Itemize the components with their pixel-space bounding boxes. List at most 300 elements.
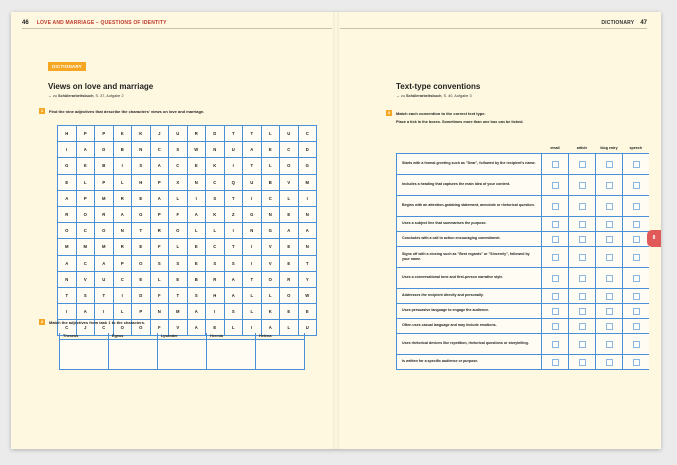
grid-letter[interactable]: D (298, 142, 317, 158)
grid-letter[interactable]: C (206, 174, 225, 190)
tick-cell (623, 196, 650, 217)
grid-letter[interactable]: I (187, 190, 206, 206)
tick-cell (569, 268, 596, 289)
tick-box[interactable] (633, 275, 640, 282)
grid-letter[interactable]: E (169, 271, 188, 287)
grid-letter[interactable]: E (280, 255, 299, 271)
grid-letter[interactable]: O (280, 287, 299, 303)
convention-text: Uses a subject line that summarises the purpose. (397, 217, 542, 232)
grid-letter[interactable]: R (150, 223, 169, 239)
convention-row (397, 334, 650, 355)
grid-letter[interactable]: R (206, 271, 225, 287)
tick-box[interactable] (579, 236, 586, 243)
tick-box[interactable] (606, 359, 613, 366)
grid-letter[interactable]: B (95, 158, 114, 174)
grid-letter[interactable]: O (132, 320, 151, 336)
convention-row (397, 247, 650, 268)
grid-letter[interactable]: C (280, 142, 299, 158)
grid-letter[interactable]: E (280, 304, 299, 320)
tick-cell (542, 304, 569, 319)
grid-letter[interactable]: H (58, 126, 77, 142)
grid-letter[interactable]: G (243, 206, 262, 222)
task-text: Match each convention to the correct text type. (396, 110, 486, 116)
tick-box[interactable] (552, 359, 559, 366)
grid-letter[interactable]: T (298, 255, 317, 271)
grid-letter[interactable]: V (76, 271, 95, 287)
grid-letter[interactable]: N (187, 174, 206, 190)
convention-row (397, 217, 650, 232)
grid-letter[interactable]: A (150, 190, 169, 206)
grid-letter[interactable]: E (187, 255, 206, 271)
convention-row (397, 304, 650, 319)
grid-letter[interactable]: Y (298, 271, 317, 287)
grid-letter[interactable]: L (261, 158, 280, 174)
grid-letter[interactable]: B (261, 174, 280, 190)
grid-letter[interactable]: N (206, 142, 225, 158)
grid-row (58, 190, 317, 206)
grid-row (58, 174, 317, 190)
grid-letter[interactable]: L (169, 239, 188, 255)
answer-cell[interactable] (109, 340, 158, 370)
reference-prefix: → zu (396, 94, 405, 98)
grid-letter[interactable]: R (95, 206, 114, 222)
grid-letter[interactable]: E (187, 239, 206, 255)
grid-letter[interactable]: O (113, 320, 132, 336)
grid-letter[interactable]: I (298, 190, 317, 206)
grid-letter[interactable]: T (169, 287, 188, 303)
grid-letter[interactable]: L (76, 174, 95, 190)
convention-text: Uses persuasive language to engage the audience. (397, 304, 542, 319)
grid-letter[interactable]: C (169, 158, 188, 174)
convention-row (397, 175, 650, 196)
answer-cell[interactable] (207, 340, 256, 370)
grid-letter[interactable]: T (132, 223, 151, 239)
tick-box[interactable] (606, 161, 613, 168)
tick-box[interactable] (633, 203, 640, 210)
grid-letter[interactable]: N (58, 271, 77, 287)
tick-cell (569, 319, 596, 334)
answer-cell[interactable] (158, 340, 207, 370)
tick-box[interactable] (552, 275, 559, 282)
tick-cell (623, 304, 650, 319)
grid-letter[interactable]: O (169, 223, 188, 239)
tick-box[interactable] (633, 341, 640, 348)
grid-letter[interactable]: I (206, 304, 225, 320)
grid-letter[interactable]: U (280, 126, 299, 142)
tick-box[interactable] (579, 203, 586, 210)
grid-letter[interactable]: I (95, 304, 114, 320)
tick-box[interactable] (606, 221, 613, 228)
grid-letter[interactable]: A (261, 320, 280, 336)
grid-letter[interactable]: X (169, 174, 188, 190)
grid-letter[interactable]: E (206, 320, 225, 336)
task-1 (39, 108, 204, 114)
grid-letter[interactable]: P (76, 190, 95, 206)
grid-letter[interactable]: A (243, 142, 262, 158)
grid-letter[interactable]: V (169, 320, 188, 336)
grid-letter[interactable]: I (58, 142, 77, 158)
convention-text: Addresses the recipient directly and personally. (397, 289, 542, 304)
tick-box[interactable] (606, 182, 613, 189)
tick-cell (542, 355, 569, 370)
grid-letter[interactable]: I (224, 223, 243, 239)
grid-letter[interactable]: A (298, 223, 317, 239)
grid-letter[interactable]: U (169, 126, 188, 142)
tick-box[interactable] (552, 236, 559, 243)
reference-book: Schülerarbeitsbuch (57, 94, 94, 98)
grid-letter[interactable]: D (132, 287, 151, 303)
tick-box[interactable] (579, 308, 586, 315)
grid-letter[interactable]: E (58, 174, 77, 190)
grid-letter[interactable]: P (95, 174, 114, 190)
tick-box[interactable] (579, 161, 586, 168)
character-name: Hermia (207, 333, 256, 340)
grid-letter[interactable]: S (224, 304, 243, 320)
tick-box[interactable] (579, 323, 586, 330)
tick-cell (596, 319, 623, 334)
character-name: Helena (256, 333, 305, 340)
reference (48, 94, 124, 98)
grid-letter[interactable]: A (187, 304, 206, 320)
answer-cell[interactable] (256, 340, 305, 370)
grid-letter[interactable]: E (187, 158, 206, 174)
grid-letter[interactable]: E (132, 190, 151, 206)
grid-letter[interactable]: E (261, 142, 280, 158)
grid-letter[interactable]: M (169, 304, 188, 320)
grid-letter[interactable]: B (113, 142, 132, 158)
grid-letter[interactable]: A (224, 271, 243, 287)
tick-cell (542, 196, 569, 217)
grid-letter[interactable]: M (76, 239, 95, 255)
reference-prefix: → zu (48, 94, 57, 98)
grid-letter[interactable]: Z (224, 206, 243, 222)
grid-letter[interactable]: D (95, 142, 114, 158)
grid-letter[interactable]: S (169, 255, 188, 271)
tick-box[interactable] (552, 323, 559, 330)
tick-box[interactable] (633, 161, 640, 168)
grid-letter[interactable]: D (206, 126, 225, 142)
tick-cell (542, 232, 569, 247)
grid-letter[interactable]: Q (224, 174, 243, 190)
grid-row (58, 304, 317, 320)
grid-letter[interactable]: G (298, 158, 317, 174)
grid-letter[interactable]: H (132, 174, 151, 190)
grid-letter[interactable]: L (113, 174, 132, 190)
grid-letter[interactable]: T (95, 287, 114, 303)
grid-letter[interactable]: C (150, 142, 169, 158)
character-match-table (59, 333, 305, 370)
grid-letter[interactable]: S (224, 255, 243, 271)
grid-letter[interactable]: A (280, 223, 299, 239)
grid-letter[interactable]: A (58, 190, 77, 206)
page-number: 47 (640, 19, 647, 26)
grid-letter[interactable]: I (243, 320, 262, 336)
grid-letter[interactable]: R (113, 239, 132, 255)
tick-cell (569, 196, 596, 217)
task-3 (386, 110, 486, 116)
grid-letter[interactable]: F (150, 287, 169, 303)
book-spread (11, 12, 661, 449)
tick-box[interactable] (579, 221, 586, 228)
tick-box[interactable] (633, 359, 640, 366)
grid-letter[interactable]: G (58, 158, 77, 174)
grid-letter[interactable]: K (132, 126, 151, 142)
grid-letter[interactable]: R (280, 271, 299, 287)
grid-letter[interactable]: K (206, 206, 225, 222)
tick-box[interactable] (552, 182, 559, 189)
grid-letter[interactable]: C (206, 239, 225, 255)
grid-letter[interactable]: N (298, 206, 317, 222)
grid-letter[interactable]: M (95, 239, 114, 255)
tick-box[interactable] (579, 359, 586, 366)
tick-box[interactable] (633, 221, 640, 228)
grid-letter[interactable]: L (243, 304, 262, 320)
header-rule (22, 28, 332, 29)
grid-letter[interactable]: L (261, 287, 280, 303)
tick-cell (596, 268, 623, 289)
grid-letter[interactable]: O (132, 255, 151, 271)
grid-letter[interactable]: S (132, 158, 151, 174)
grid-letter[interactable]: W (298, 287, 317, 303)
grid-letter[interactable]: C (298, 126, 317, 142)
convention-row (397, 268, 650, 289)
grid-letter[interactable]: P (113, 255, 132, 271)
answer-cell[interactable] (60, 340, 109, 370)
tick-cell (596, 196, 623, 217)
tick-cell (596, 175, 623, 196)
grid-letter[interactable]: I (113, 287, 132, 303)
grid-letter[interactable]: J (150, 126, 169, 142)
grid-letter[interactable]: M (58, 239, 77, 255)
grid-letter[interactable]: I (243, 239, 262, 255)
grid-letter[interactable]: I (58, 304, 77, 320)
grid-letter[interactable]: T (224, 190, 243, 206)
grid-letter[interactable]: C (113, 271, 132, 287)
grid-letter[interactable]: A (95, 255, 114, 271)
grid-letter[interactable]: S (76, 287, 95, 303)
tick-cell (596, 217, 623, 232)
grid-letter[interactable]: A (76, 304, 95, 320)
grid-letter[interactable]: R (187, 126, 206, 142)
tick-box[interactable] (579, 275, 586, 282)
tick-box[interactable] (552, 293, 559, 300)
tick-box[interactable] (633, 182, 640, 189)
grid-letter[interactable]: T (224, 239, 243, 255)
grid-letter[interactable]: S (206, 190, 225, 206)
grid-letter[interactable]: R (113, 190, 132, 206)
grid-letter[interactable]: W (187, 142, 206, 158)
grid-letter[interactable]: L (280, 190, 299, 206)
grid-letter[interactable]: A (187, 206, 206, 222)
grid-letter[interactable]: T (243, 158, 262, 174)
left-page (11, 12, 336, 449)
tick-box[interactable] (552, 254, 559, 261)
grid-letter[interactable]: J (76, 320, 95, 336)
grid-letter[interactable]: U (95, 271, 114, 287)
convention-text: Uses rhetorical devices like repetition, rhetorical questions or storytelling. (397, 334, 542, 355)
tick-cell (569, 334, 596, 355)
grid-letter[interactable]: M (95, 190, 114, 206)
grid-letter[interactable]: O (76, 206, 95, 222)
grid-letter[interactable]: N (261, 206, 280, 222)
tick-box[interactable] (606, 275, 613, 282)
grid-letter[interactable]: N (132, 142, 151, 158)
task-2 (39, 319, 145, 325)
tick-box[interactable] (579, 254, 586, 261)
grid-letter[interactable]: F (169, 206, 188, 222)
grid-letter[interactable]: T (243, 271, 262, 287)
grid-letter[interactable]: U (224, 142, 243, 158)
grid-letter[interactable]: T (224, 126, 243, 142)
grid-letter[interactable]: V (261, 255, 280, 271)
grid-letter[interactable]: M (298, 174, 317, 190)
grid-letter[interactable]: V (280, 174, 299, 190)
grid-letter[interactable]: S (150, 255, 169, 271)
grid-letter[interactable]: L (113, 304, 132, 320)
grid-letter[interactable]: O (95, 223, 114, 239)
grid-letter[interactable]: E (280, 239, 299, 255)
chapter-side-tab[interactable]: II (647, 230, 661, 247)
grid-letter[interactable]: F (150, 320, 169, 336)
grid-letter[interactable]: P (76, 126, 95, 142)
tick-box[interactable] (633, 308, 640, 315)
grid-letter[interactable]: S (187, 287, 206, 303)
grid-letter[interactable]: G (132, 206, 151, 222)
grid-letter[interactable]: P (95, 126, 114, 142)
grid-row (58, 142, 317, 158)
grid-letter[interactable]: U (243, 174, 262, 190)
tick-box[interactable] (552, 221, 559, 228)
tick-box[interactable] (579, 182, 586, 189)
grid-letter[interactable]: I (243, 190, 262, 206)
grid-letter[interactable]: C (261, 190, 280, 206)
tick-cell (596, 247, 623, 268)
grid-letter[interactable]: I (113, 158, 132, 174)
grid-letter[interactable]: O (261, 271, 280, 287)
grid-letter[interactable]: O (280, 158, 299, 174)
convention-text: Often uses casual language and may include emotions. (397, 319, 542, 334)
grid-letter[interactable]: E (280, 206, 299, 222)
tick-box[interactable] (633, 254, 640, 261)
grid-letter[interactable]: U (298, 320, 317, 336)
grid-letter[interactable]: K (76, 158, 95, 174)
grid-letter[interactable]: A (58, 255, 77, 271)
left-header (22, 18, 167, 27)
grid-letter[interactable]: S (169, 142, 188, 158)
grid-letter[interactable]: E (298, 304, 317, 320)
grid-letter[interactable]: V (261, 239, 280, 255)
tick-box[interactable] (552, 341, 559, 348)
grid-letter[interactable]: L (224, 320, 243, 336)
grid-letter[interactable]: C (58, 320, 77, 336)
grid-letter[interactable]: A (187, 320, 206, 336)
grid-letter[interactable]: A (150, 158, 169, 174)
grid-letter[interactable]: T (243, 126, 262, 142)
grid-letter[interactable]: L (187, 223, 206, 239)
grid-letter[interactable]: L (169, 190, 188, 206)
grid-letter[interactable]: G (261, 223, 280, 239)
tick-cell (623, 217, 650, 232)
grid-letter[interactable]: C (76, 255, 95, 271)
grid-letter[interactable]: O (58, 223, 77, 239)
grid-letter[interactable]: P (150, 206, 169, 222)
grid-letter[interactable]: C (95, 320, 114, 336)
grid-letter[interactable]: S (206, 255, 225, 271)
grid-letter[interactable]: E (132, 271, 151, 287)
tick-box[interactable] (606, 203, 613, 210)
grid-letter[interactable]: A (76, 142, 95, 158)
page-number: 46 (22, 19, 29, 26)
tick-box[interactable] (579, 293, 586, 300)
tick-box[interactable] (633, 323, 640, 330)
grid-letter[interactable]: N (243, 223, 262, 239)
grid-letter[interactable]: F (150, 239, 169, 255)
grid-row (58, 287, 317, 303)
tick-box[interactable] (552, 203, 559, 210)
tick-box[interactable] (606, 341, 613, 348)
grid-letter[interactable]: L (150, 271, 169, 287)
grid-letter[interactable]: I (224, 158, 243, 174)
running-title: DICTIONARY (601, 19, 635, 26)
page-title: Views on love and marriage (48, 82, 154, 91)
grid-letter[interactable]: K (113, 126, 132, 142)
grid-letter[interactable]: P (132, 304, 151, 320)
grid-letter[interactable]: L (243, 287, 262, 303)
grid-letter[interactable]: T (58, 287, 77, 303)
grid-letter[interactable]: P (150, 174, 169, 190)
tick-box[interactable] (606, 308, 613, 315)
convention-row (397, 319, 650, 334)
grid-letter[interactable]: A (224, 287, 243, 303)
word-search-grid[interactable] (57, 125, 317, 336)
tick-box[interactable] (633, 236, 640, 243)
grid-letter[interactable]: K (261, 304, 280, 320)
section-badge: DICTIONARY (48, 62, 86, 71)
tick-cell (596, 154, 623, 175)
tick-box[interactable] (606, 293, 613, 300)
reference-detail: , S. 37, Aufgabe 2 (93, 94, 124, 98)
text-type-header: speech (629, 146, 642, 150)
tick-cell (596, 289, 623, 304)
task-number: 1 (40, 108, 44, 113)
tick-box[interactable] (552, 308, 559, 315)
grid-letter[interactable]: H (206, 287, 225, 303)
text-type-header: email (550, 146, 560, 150)
tick-box[interactable] (552, 161, 559, 168)
grid-letter[interactable]: L (261, 126, 280, 142)
grid-letter[interactable]: N (113, 223, 132, 239)
tick-box[interactable] (606, 323, 613, 330)
convention-row (397, 232, 650, 247)
grid-letter[interactable]: A (113, 206, 132, 222)
tick-cell (569, 217, 596, 232)
tick-box[interactable] (579, 341, 586, 348)
tick-box[interactable] (606, 236, 613, 243)
header-spacer (397, 143, 542, 154)
tick-box[interactable] (606, 254, 613, 261)
grid-letter[interactable]: I (243, 255, 262, 271)
grid-letter[interactable]: R (58, 206, 77, 222)
grid-letter[interactable]: K (206, 158, 225, 174)
grid-letter[interactable]: B (187, 271, 206, 287)
grid-letter[interactable]: N (298, 239, 317, 255)
grid-letter[interactable]: L (280, 320, 299, 336)
grid-letter[interactable]: C (76, 223, 95, 239)
grid-letter[interactable]: E (132, 239, 151, 255)
grid-letter[interactable]: N (150, 304, 169, 320)
tick-box[interactable] (633, 293, 640, 300)
grid-letter[interactable]: L (206, 223, 225, 239)
